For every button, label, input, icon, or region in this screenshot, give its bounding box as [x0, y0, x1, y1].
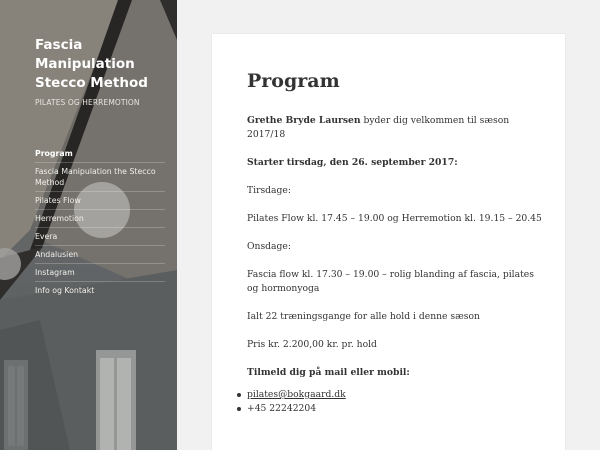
page-title: Program: [247, 70, 340, 92]
nav-link-evera[interactable]: Evera: [35, 232, 58, 241]
sidebar: [0, 0, 177, 450]
tuesday-label: Tirsdage:: [247, 185, 291, 196]
wednesday-schedule: Fascia flow kl. 17.30 – 19.00 – rolig blanding af fascia, pilates og hormonyoga: [247, 269, 534, 294]
intro-paragraph: [247, 114, 547, 142]
signup-paragraph: [247, 366, 547, 380]
site-description: PILATES OG HERREMOTION: [35, 98, 140, 107]
start-paragraph: [247, 156, 547, 170]
contact-item-email: [247, 388, 547, 402]
intro-name: Grethe Bryde Laursen: [247, 115, 361, 126]
nav-item-program: [35, 145, 165, 163]
email-link[interactable]: pilates@bokgaard.dk: [247, 389, 346, 400]
site-title-link[interactable]: Fascia Manipulation Stecco Method: [35, 37, 148, 91]
sidebar-content: [35, 36, 165, 299]
contact-list: [247, 388, 547, 416]
intro-text: byder dig velkommen til sæson 2017/18: [247, 115, 510, 140]
nav-link-info-kontakt[interactable]: Info og Kontakt: [35, 286, 95, 295]
nav-link-instagram[interactable]: Instagram: [35, 268, 75, 277]
start-text: Starter tirsdag, den 26. september 2017:: [247, 157, 458, 168]
nav-item-andalusien: [35, 246, 165, 264]
nav-item-info-kontakt: [35, 282, 165, 299]
sessions-text: Ialt 22 træningsgange for alle hold i denne sæson: [247, 311, 480, 322]
wednesday-label: Onsdage:: [247, 241, 291, 252]
nav-item-pilates-flow: [35, 192, 165, 210]
nav-link-program[interactable]: Program: [35, 149, 73, 158]
nav-link-pilates-flow[interactable]: Pilates Flow: [35, 196, 81, 205]
main-navigation: [35, 145, 165, 299]
nav-item-instagram: [35, 264, 165, 282]
nav-link-fascia-manipulation[interactable]: Fascia Manipulation the Stecco Method: [35, 167, 156, 187]
price-text: Pris kr. 2.200,00 kr. pr. hold: [247, 339, 377, 350]
nav-item-fascia-manipulation: [35, 163, 165, 192]
content-card: [212, 34, 565, 450]
entry-content: [247, 114, 547, 416]
tuesday-schedule: Pilates Flow kl. 17.45 – 19.00 og Herremotion kl. 19.15 – 20.45: [247, 213, 542, 224]
nav-link-herremotion[interactable]: Herremotion: [35, 214, 84, 223]
contact-item-phone: +45 22242204: [247, 402, 547, 416]
nav-item-evera: [35, 228, 165, 246]
signup-text: Tilmeld dig på mail eller mobil:: [247, 367, 410, 378]
nav-link-andalusien[interactable]: Andalusien: [35, 250, 79, 259]
nav-item-herremotion: [35, 210, 165, 228]
